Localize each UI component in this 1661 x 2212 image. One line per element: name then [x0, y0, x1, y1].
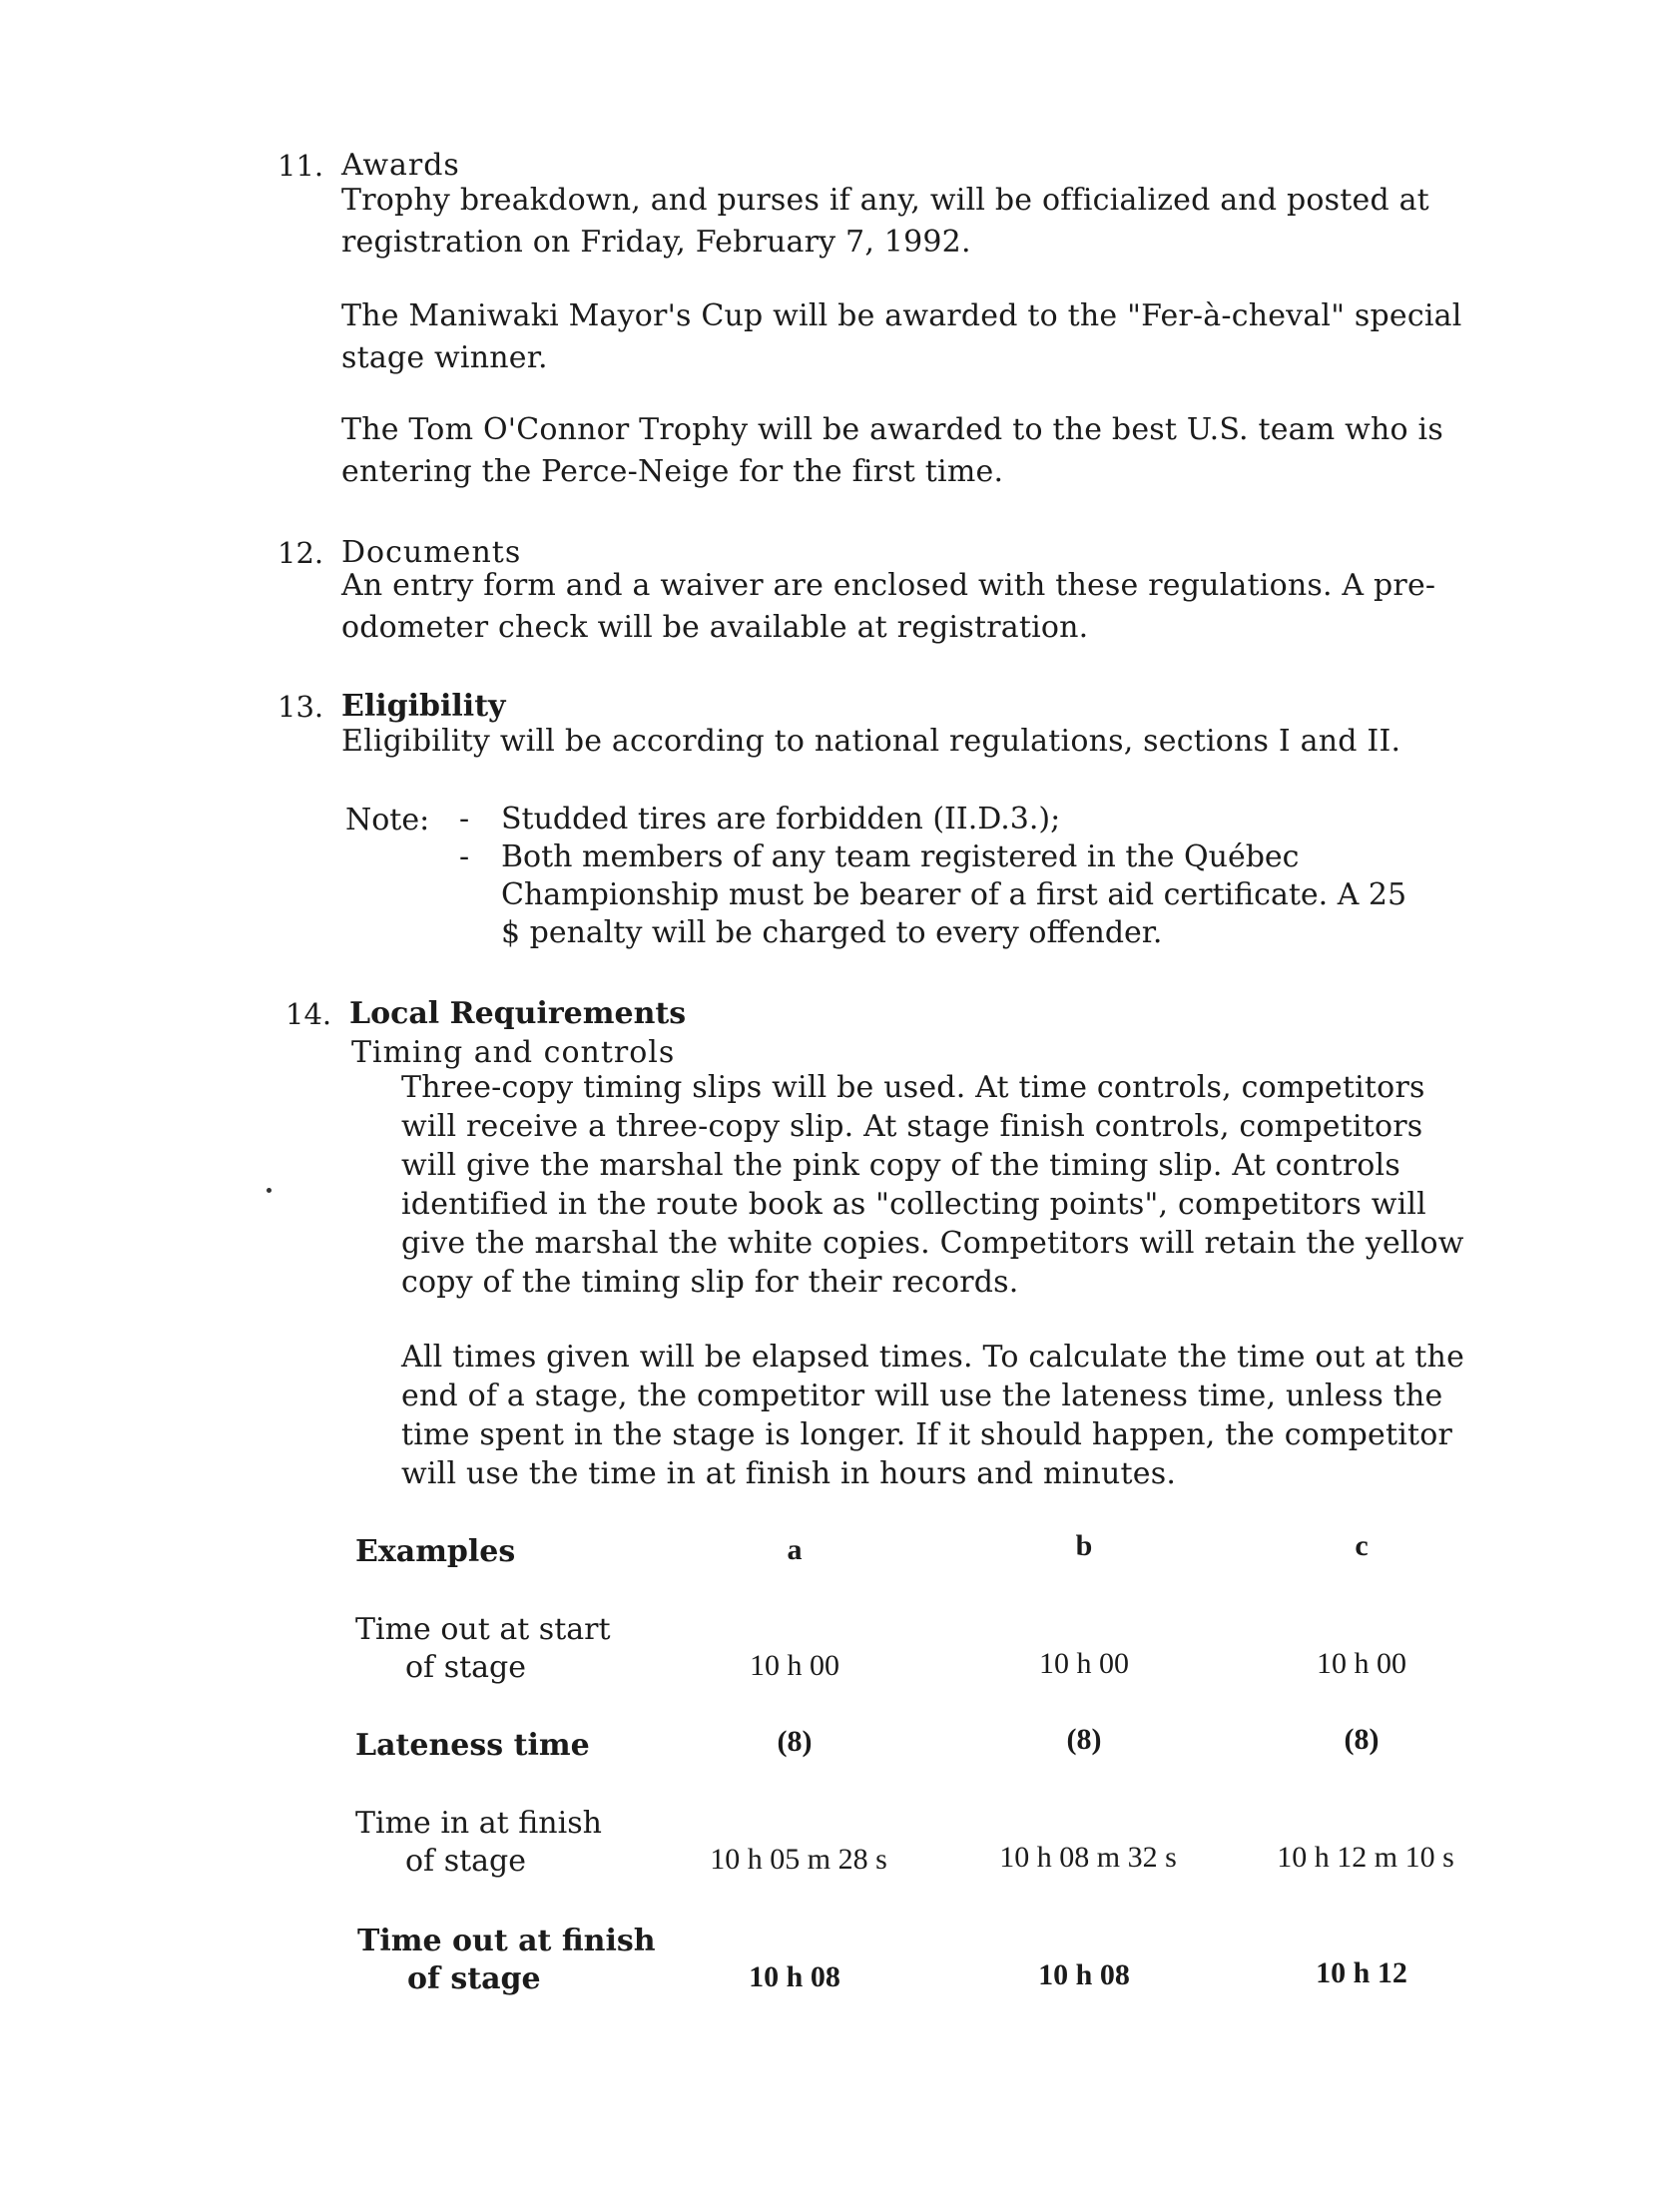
paragraph: Three-copy timing slips will be used. At time controls, competitors will receive a three-copy slip. At stage finish controls, competitors will give the marshal the pink copy of the timing slip. At controls identified in the route book as "collecting points", competitors will give the marshal the white copies. Competitors will retain the yellow copy of the timing slip for their records. — [401, 1070, 1464, 1300]
paragraph: The Tom O'Connor Trophy will be awarded to the best U.S. team who is entering the Perce-Neige for the first time. — [341, 412, 1443, 489]
section-heading: Awards — [341, 148, 460, 183]
section-number: 12. — [277, 536, 324, 570]
table-column-header: b — [1075, 1529, 1093, 1562]
table-column-header: c — [1355, 1529, 1369, 1562]
note-label: Note: — [345, 803, 430, 837]
section-number: 13. — [277, 690, 324, 724]
table-column-header: a — [787, 1533, 803, 1566]
row-label-line: of stage — [405, 1844, 526, 1879]
paragraph: Eligibility will be according to national regulations, sections I and II. — [341, 724, 1401, 759]
paragraph: Trophy breakdown, and purses if any, will be officialized and posted at registration on Friday, February 7, 1992. — [341, 183, 1429, 260]
dash-bullet: - — [459, 802, 470, 836]
section-number: 11. — [277, 149, 324, 183]
table-cell: 10 h 00 — [1039, 1647, 1129, 1680]
dash-bullet: - — [459, 839, 470, 874]
paragraph: The Maniwaki Mayor's Cup will be awarded to the "Fer-à-cheval" special stage winner. — [341, 298, 1462, 375]
note-text: Both members of any team registered in the Québec Championship must be bearer of a first aid certificate. A 25 $ penalty will be charged to every offender. — [501, 839, 1407, 950]
table-cell: 10 h 12 — [1316, 1956, 1407, 1989]
note-text: Studded tires are forbidden (II.D.3.); — [501, 802, 1061, 836]
row-label-line: Time in at finish — [355, 1806, 602, 1841]
table-cell: 10 h 08 — [1038, 1958, 1130, 1991]
table-cell: (8) — [777, 1725, 813, 1758]
table-row-label — [357, 1923, 656, 1998]
row-label-line: Time out at finish — [357, 1924, 656, 1958]
table-cell: 10 h 00 — [750, 1649, 839, 1682]
table-row-label — [355, 1805, 602, 1881]
table-cell: 10 h 05 m 28 s — [710, 1843, 887, 1876]
table-header-label: Examples — [355, 1534, 516, 1569]
scan-speck — [267, 1188, 272, 1193]
table-cell: 10 h 12 m 10 s — [1277, 1841, 1454, 1874]
table-cell: (8) — [1066, 1723, 1102, 1756]
row-label-line: Time out at start — [355, 1612, 611, 1647]
section-heading: Eligibility — [341, 689, 506, 724]
table-row-label — [355, 1727, 590, 1765]
row-label-line: of stage — [405, 1650, 526, 1685]
table-cell: 10 h 08 m 32 s — [999, 1841, 1177, 1874]
table-row-label — [355, 1611, 611, 1687]
table-cell: (8) — [1344, 1723, 1380, 1756]
table-cell: 10 h 08 — [749, 1960, 840, 1993]
section-number: 14. — [285, 997, 332, 1031]
row-label-line: of stage — [407, 1961, 541, 1996]
subheading: Timing and controls — [351, 1035, 676, 1070]
table-cell: 10 h 00 — [1317, 1647, 1406, 1680]
section-heading: Local Requirements — [349, 996, 687, 1031]
row-label-line: Lateness time — [355, 1728, 590, 1763]
section-heading: Documents — [341, 535, 522, 570]
paragraph: All times given will be elapsed times. To calculate the time out at the end of a stage, the competitor will use the lateness time, unless the time spent in the stage is longer. If it should happen, the competitor will use the time in at finish in hours and minutes. — [401, 1340, 1465, 1491]
paragraph: An entry form and a waiver are enclosed with these regulations. A pre-odometer check will be available at registration. — [341, 568, 1436, 645]
